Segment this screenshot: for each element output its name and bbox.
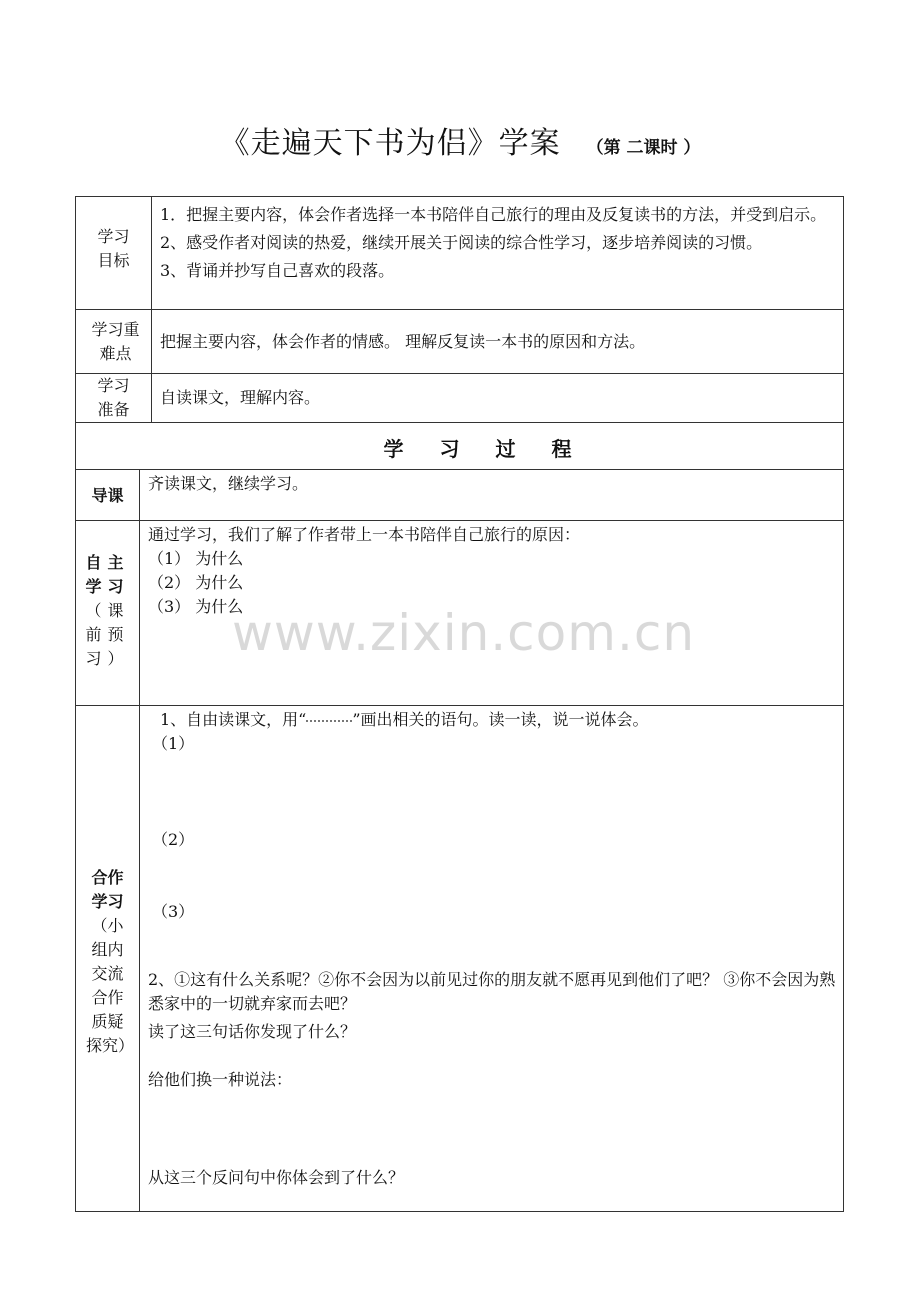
wavy-underline-mark (306, 720, 352, 722)
objective-item: 1．把握主要内容，体会作者选择一本书陪伴自己旅行的理由及反复读书的方法，并受到启示。 (160, 205, 827, 224)
watermark: www.zixin.com.cn (232, 604, 696, 662)
self-study-item: （3） 为什么 (148, 597, 244, 616)
preparation-content: 自读课文，理解内容。 (160, 388, 321, 407)
intro-content: 齐读课文，继续学习。 (148, 474, 309, 493)
process-heading-row (75, 422, 844, 470)
intro-label: 导课 (76, 470, 140, 520)
cooperation-label (76, 706, 140, 1211)
self-study-label-title: 自主学习 (85, 553, 130, 596)
preparation-row (75, 373, 844, 423)
objectives-label: 学习目标 (76, 197, 152, 309)
cooperation-n2: （2） (152, 830, 195, 849)
intro-row (75, 469, 844, 521)
cooperation-label-note: （小组内交流合作质疑探究） (86, 916, 135, 1055)
cooperation-q2-followup: 读了这三句话你发现了什么？ (148, 1022, 357, 1041)
key-points-row (75, 309, 844, 374)
cooperation-n3: （3） (152, 902, 195, 921)
objective-item: 2、感受作者对阅读的热爱，继续开展关于阅读的综合性学习，逐步培养阅读的习惯。 (160, 233, 763, 252)
title-lesson: （第 二课时 ） (586, 138, 701, 158)
page-title (0, 118, 920, 162)
cooperation-q1: 1、自由读课文，用“ ”画出相关的语句。读一读，说一说体会。 (160, 710, 649, 729)
cooperation-n1: （1） (152, 734, 195, 753)
self-study-label (76, 521, 140, 705)
objectives-row (75, 196, 844, 310)
preparation-label: 学习准备 (76, 374, 152, 422)
process-heading: 学习过程 (383, 437, 608, 461)
key-points-content: 把握主要内容，体会作者的情感。 理解反复读一本书的原因和方法。 (160, 332, 646, 351)
cooperation-label-title: 合作学习 (91, 868, 124, 911)
cooperation-q2: 2、①这有什么关系呢？②你不会因为以前见过你的朋友就不愿再见到他们了吧？ ③你不会因为熟悉家中的一切就弃家而去吧？ (148, 970, 836, 1013)
key-points-label: 学习重难点 (76, 310, 152, 373)
objective-item: 3、背诵并抄写自己喜欢的段落。 (160, 261, 395, 280)
objectives-content (160, 201, 840, 285)
self-study-lead: 通过学习，我们了解了作者带上一本书陪伴自己旅行的原因： (148, 525, 581, 544)
self-study-label-note: （课前预习） (85, 601, 130, 668)
cooperation-experience: 从这三个反问句中你体会到了什么？ (148, 1168, 405, 1187)
title-main: 《走遍天下书为侣》学案 (219, 126, 561, 161)
cooperation-row (75, 705, 844, 1212)
self-study-item: （2） 为什么 (148, 573, 244, 592)
self-study-item: （1） 为什么 (148, 549, 244, 568)
cooperation-rephrase: 给他们换一种说法： (148, 1070, 293, 1089)
